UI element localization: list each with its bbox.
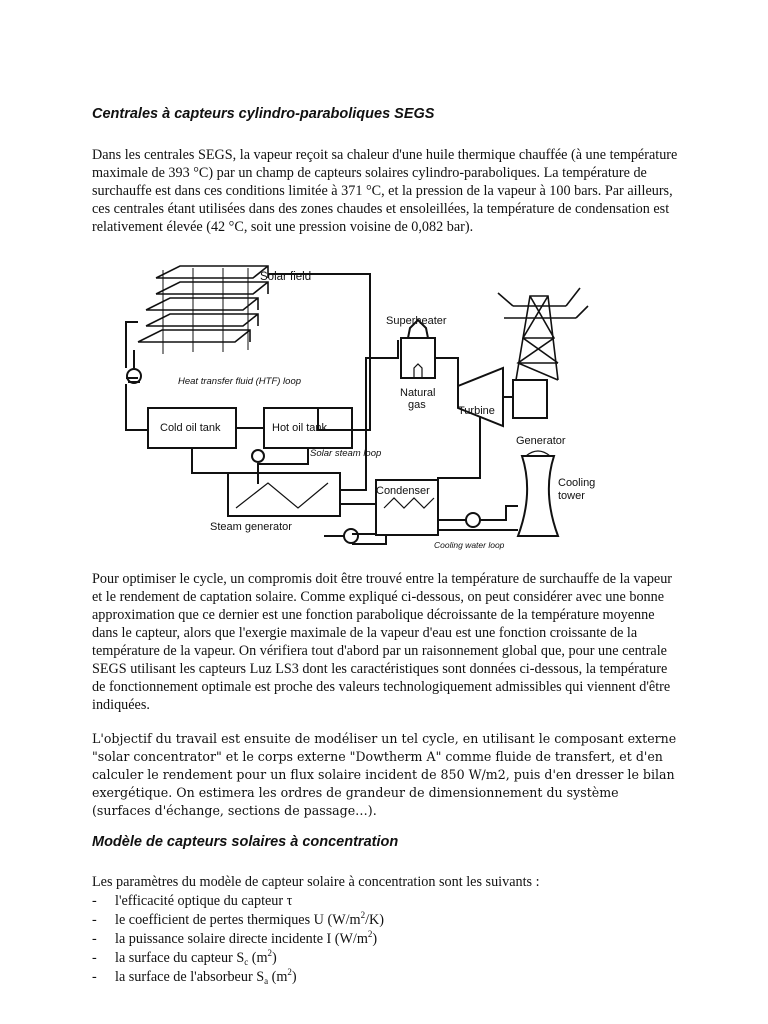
list-item: - l'efficacité optique du capteur τ [92,893,293,909]
label-natural-gas-2: gas [408,399,426,411]
solar-field-collectors [138,266,268,354]
label-hot-oil-tank: Hot oil tank [272,422,328,434]
list-item: - la puissance solaire directe incidente I $(W/m^2)$ [92,929,378,947]
label-solar-steam-loop: Solar steam loop [310,448,382,459]
label-solar-field: Solar field [260,271,312,283]
label-superheater: Superheater [386,315,447,327]
label-natural-gas-1: Natural [400,387,436,399]
transmission-pylon [498,288,588,380]
generator-box [513,380,547,418]
steam-generator-box [228,473,340,516]
label-htf-loop: Heat transfer fluid (HTF) loop [178,376,302,387]
optimisation-paragraph: Pour optimiser le cycle, un compromis doit être trouvé entre la température de surchauffe de la vapeur et le rendement de captation solaire. Comme expliqué ci-dessous, on peut considérer avec une bonne approximation que ce dernier est une fonction parabolique décroissante de la température moyenne dans le capteur, alors que l'exergie maximale de la vapeur d'eau est une fonction croissante de la température de la vapeur. On vérifiera tout d'abord par un raisonnement global que, pour une centrale SEGS utilisant les capteurs Luz LS3 dont les caractéristiques sont données ci-dessous, la température de fonctionnement optimale est proche des valeurs technologiquement admissibles qui viennent d'être indiquées. [92,571,673,713]
label-cooling-2: tower [558,490,585,502]
label-turbine: Turbine [458,405,495,417]
parameter-list [92,873,680,987]
section-title-model: Modèle de capteurs solaires à concentration [92,834,399,850]
section-title-segs: Centrales à capteurs cylindro-paraboliques SEGS [92,106,435,122]
label-cooling-water-loop: Cooling water loop [434,540,505,550]
label-cooling-1: Cooling [558,477,596,489]
list-item: - le coefficient de pertes thermiques U $(W/m^2/K)$ [92,910,384,928]
label-condenser: Condenser [376,485,430,497]
list-item: - la surface du capteur $S_c$ $(m^2)$ [92,948,277,967]
objective-paragraph: L'objectif du travail est ensuite de modéliser un tel cycle, en utilisant le composant externe "solar concentrator" et le corps externe "Dowtherm A" comme fluide de transfert, et d'en calculer le rendement pour un flux solaire incident de 850 W/m2, puis d'en dresser le bilan exergétique. On estimera les ordres de grandeur de dimensionnement du système (surfaces d'échange, sections de passage…). [92,731,677,818]
segs-plant-diagram [118,258,596,553]
list-item: - la surface de l'absorbeur $S_a$ $(m^2)$ [92,967,297,986]
superheater-box [401,338,435,378]
label-generator: Generator [516,435,566,447]
label-steam-generator: Steam generator [210,521,292,533]
label-cold-oil-tank: Cold oil tank [160,422,221,434]
cooling-tower-shape [518,456,558,536]
list-intro: Les paramètres du modèle de capteur solaire à concentration sont les suivants : [92,874,540,890]
intro-paragraph: Dans les centrales SEGS, la vapeur reçoit sa chaleur d'une huile thermique chauffée (à une température maximale de 393 °C) par un champ de capteurs solaires cylindro-paraboliques. La température de surchauffe est dans ces conditions limitée à 371 °C, et la pression de la vapeur à 100 bars. Par ailleurs, ces centrales étant utilisées dans des zones chaudes et ensoleillées, la température de condensation est relativement élevée (42 °C, soit une pression voisine de 0,082 bar). [92,147,678,235]
